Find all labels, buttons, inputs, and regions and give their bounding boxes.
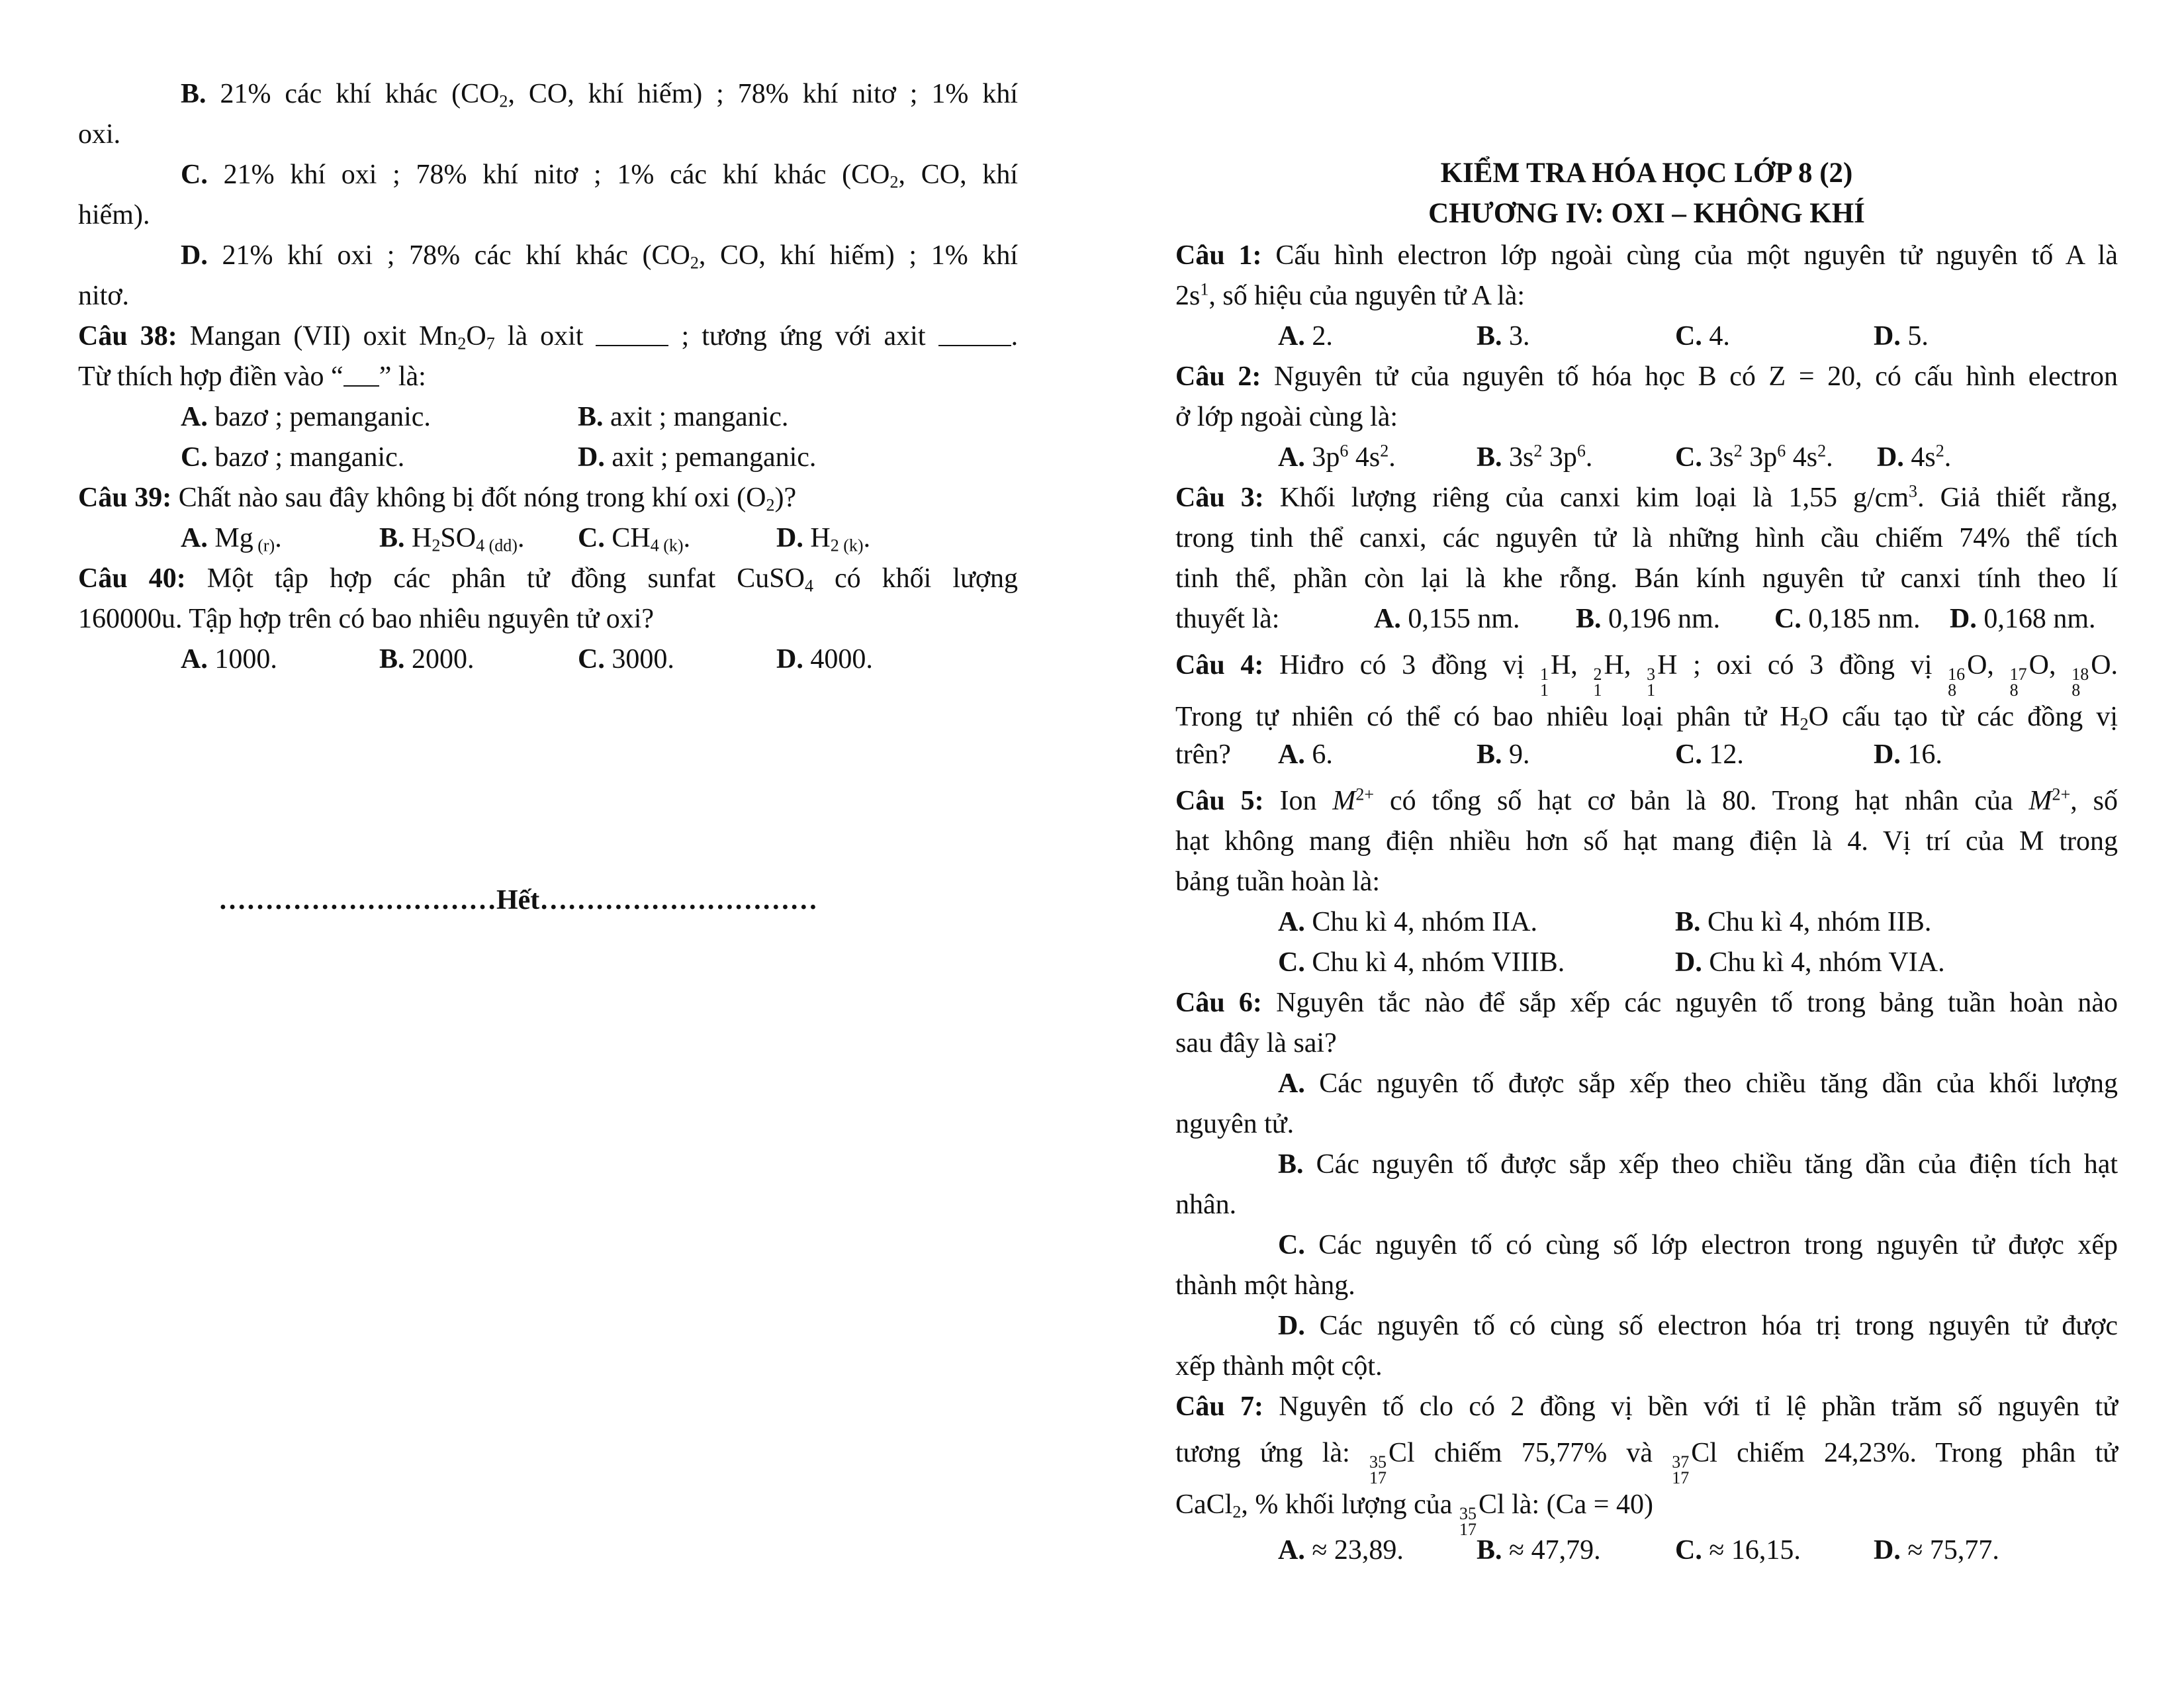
q38-question-cont: Từ thích hợp điền vào “ ” là: [78, 361, 426, 392]
q7-option-d: D. ≈ 75,77. [1874, 1535, 1999, 1566]
q7-question: Câu 7: Nguyên tố clo có 2 đồng vị bền với tỉ lệ phần trăm số nguyên tử [1175, 1391, 2118, 1422]
q6-option-b: B. Các nguyên tố được sắp xếp theo chiều tăng dần của điện tích hạt [1278, 1149, 2118, 1180]
q3-prefix: thuyết là: [1175, 604, 1280, 634]
q3-question: Câu 3: Khối lượng riêng của canxi kim loại là 1,55 $g/cm^3$. Giả thiết rằng, [1175, 481, 2118, 513]
q37-option-c-cont: hiếm). [78, 200, 150, 230]
isotope-notation: 3 1 [1647, 665, 1656, 700]
q1-option-b: B. 3. [1477, 321, 1530, 352]
q2-option-a: A. $3p^6$ $4s^2$. [1278, 441, 1396, 473]
q39-option-a: A. Mg $_{(r)}$. [181, 523, 282, 555]
q40-option-c: C. 3000. [578, 644, 674, 675]
q40-question-cont: 160000u. Tập hợp trên có bao nhiêu nguyên tử oxi? [78, 604, 655, 634]
q2-option-c: C. $3s^2$ $3p^6$ $4s^2$. [1675, 441, 1833, 473]
q2-option-b: B. $3s^2$ $3p^6$. [1477, 441, 1593, 473]
q7-option-a: A. ≈ 23,89. [1278, 1535, 1404, 1566]
q2-question: Câu 2: Nguyên tử của nguyên tố hóa học B có Z = 20, có cấu hình electron [1175, 361, 2118, 392]
isotope-notation: 1 1 [1539, 665, 1549, 700]
isotope-notation: 2 1 [1593, 665, 1602, 700]
q5-question-cont2: bảng tuần hoàn là: [1175, 867, 1381, 897]
chapter-title: CHƯƠNG IV: OXI – KHÔNG KHÍ [1428, 198, 1865, 229]
q3-option-c: C. 0,185 nm. [1774, 604, 1921, 634]
q6-option-a-cont: nguyên tử. [1175, 1109, 1295, 1139]
q4-option-a: A. 6. [1278, 739, 1333, 770]
q4-question: Câu 4: Hiđro có 3 đồng vị 1 1 H, 2 1 H, 3 1 H ; oxi có 3 đồng vị 16 8 O, 17 8 O, 18 8 O. [1175, 650, 2118, 700]
q6-option-d: D. Các nguyên tố có cùng số electron hóa trị trong nguyên tử được [1278, 1311, 2118, 1341]
left-column [78, 74, 1018, 680]
q6-option-c: C. Các nguyên tố có cùng số lớp electron trong nguyên tử được xếp [1278, 1230, 2118, 1260]
q4-option-d: D. 16. [1874, 739, 1942, 770]
q3-option-d: D. 0,168 nm. [1950, 604, 2096, 634]
q5-option-d: D. Chu kì 4, nhóm VIA. [1675, 947, 1945, 978]
q38-options-row2 [78, 438, 1018, 478]
q5-option-c: C. Chu kì 4, nhóm VIIIB. [1278, 947, 1565, 978]
q6-option-a: A. Các nguyên tố được sắp xếp theo chiều tăng dần của khối lượng [1278, 1068, 2118, 1099]
q3-option-a: A. 0,155 nm. [1374, 604, 1520, 634]
q38-option-b: B. axit ; manganic. [578, 402, 789, 432]
q6-option-d-cont: xếp thành một cột. [1175, 1351, 1383, 1382]
q4-question-cont: Trong tự nhiên có thể có bao nhiêu loại phân tử $H_2O$ cấu tạo từ các đồng vị [1175, 702, 2118, 734]
q37-option-b: B. 21% các khí khác ($CO_2$, CO, khí hiếm) ; 78% khí nitơ ; 1% khí [181, 79, 1018, 111]
q4-prefix: trên? [1175, 739, 1231, 770]
q6-option-b-cont: nhân. [1175, 1190, 1237, 1220]
isotope-notation: 35 17 [1459, 1504, 1477, 1540]
q37-option-d: D. 21% khí oxi ; 78% các khí khác ($CO_2$, CO, khí hiếm) ; 1% khí [181, 240, 1019, 273]
q40-option-a: A. 1000. [181, 644, 277, 675]
q39-options [78, 518, 1018, 559]
q7-option-c: C. ≈ 16,15. [1675, 1535, 1801, 1566]
q5-question-cont1: hạt không mang điện nhiều hơn số hạt mang điện là 4. Vị trí của M trong [1175, 826, 2118, 857]
blank [938, 322, 1011, 346]
q6-question: Câu 6: Nguyên tắc nào để sắp xếp các nguyên tố trong bảng tuần hoàn nào [1175, 988, 2118, 1018]
isotope-notation: 18 8 [2071, 665, 2089, 700]
q38-question: Câu 38: Mangan (VII) oxit $Mn_2O_7$ là oxit ; tương ứng với axit . [78, 321, 1019, 353]
q5-option-b: B. Chu kì 4, nhóm IIB. [1675, 907, 1932, 937]
q40-option-d: D. 4000. [776, 644, 873, 675]
q7-options [1175, 1530, 2118, 1571]
end-marker: …………………………Hết………………………… [218, 885, 818, 915]
q40-options [78, 639, 1018, 680]
q39-question: Câu 39: Chất nào sau đây không bị đốt nóng trong khí oxi $(O_2)$? [78, 483, 797, 515]
q4-option-b: B. 9. [1477, 739, 1530, 770]
q39-option-c: C. $CH_{4 (k)}$. [578, 523, 691, 555]
q7-question-cont1: tương ứng là: 35 17 Cl chiếm 75,77% và 37 17 Cl chiếm 24,23%. Trong phân tử [1175, 1438, 2118, 1488]
q39-option-b: B. $H_2SO_{4 (dd)}$. [379, 523, 525, 555]
q4-options [1175, 735, 2118, 775]
q1-option-a: A. 2. [1278, 321, 1333, 352]
q37-option-c: C. 21% khí oxi ; 78% khí nitơ ; 1% các khí khác ($CO_2$, CO, khí [181, 160, 1019, 192]
q5-options-row1 [1175, 902, 2118, 943]
isotope-notation: 17 8 [2009, 665, 2027, 700]
isotope-notation: 37 17 [1672, 1452, 1690, 1488]
q1-option-d: D. 5. [1874, 321, 1929, 352]
q38-option-d: D. axit ; pemanganic. [578, 442, 817, 473]
q7-option-b: B. ≈ 47,79. [1477, 1535, 1601, 1566]
test-title: KIỂM TRA HÓA HỌC LỚP 8 (2) [1440, 158, 1853, 189]
q40-option-b: B. 2000. [379, 644, 475, 675]
q3-options [1175, 599, 2118, 639]
q4-option-c: C. 12. [1675, 739, 1744, 770]
q3-question-cont2: tinh thể, phần còn lại là khe rỗng. Bán kính nguyên tử canxi tính theo lí [1175, 563, 2118, 594]
q3-option-b: B. 0,196 nm. [1576, 604, 1721, 634]
q3-question-cont1: trong tinh thể canxi, các nguyên tử là những hình cầu chiếm 74% thể tích [1175, 523, 2118, 553]
q6-question-cont: sau đây là sai? [1175, 1028, 1337, 1058]
questions [1175, 236, 2118, 1571]
q1-question-cont: $2s^1$, số hiệu của nguyên tử A là: [1175, 279, 1525, 311]
q37-option-b-cont: oxi. [78, 119, 121, 150]
q40-question: Câu 40: Một tập hợp các phân tử đồng sunfat CuSO$_4$ có khối lượng [78, 563, 1019, 596]
q5-option-a: A. Chu kì 4, nhóm IIA. [1278, 907, 1537, 937]
q5-question: Câu 5: Ion $M^{2+}$ có tổng số hạt cơ bản là 80. Trong hạt nhân của $M^{2+}$, số [1175, 784, 2118, 816]
q37-option-d-cont: nitơ. [78, 281, 130, 311]
isotope-notation: 16 8 [1948, 665, 1966, 700]
q1-question: Câu 1: Cấu hình electron lớp ngoài cùng của một nguyên tử nguyên tố A là [1175, 240, 2118, 271]
q1-option-c: C. 4. [1675, 321, 1730, 352]
blank [343, 363, 379, 387]
q38-options-row1 [78, 397, 1018, 438]
q2-option-d: D. $4s^2$. [1877, 441, 1952, 473]
q5-options-row2 [1175, 943, 2118, 983]
q2-options [1175, 438, 2118, 478]
q2-question-cont: ở lớp ngoài cùng là: [1175, 402, 1398, 432]
q1-options [1175, 316, 2118, 357]
q6-option-c-cont: thành một hàng. [1175, 1270, 1355, 1301]
blank [596, 322, 668, 346]
q38-option-a: A. bazơ ; pemanganic. [181, 402, 431, 432]
q39-option-d: D. $H_{2 (k)}$. [776, 523, 871, 555]
q7-question-cont2: CaCl$_2$, % khối lượng của 35 17 Cl là: (Ca = 40) [1175, 1489, 1653, 1540]
isotope-notation: 35 17 [1369, 1452, 1387, 1488]
q38-option-c: C. bazơ ; manganic. [181, 442, 405, 473]
